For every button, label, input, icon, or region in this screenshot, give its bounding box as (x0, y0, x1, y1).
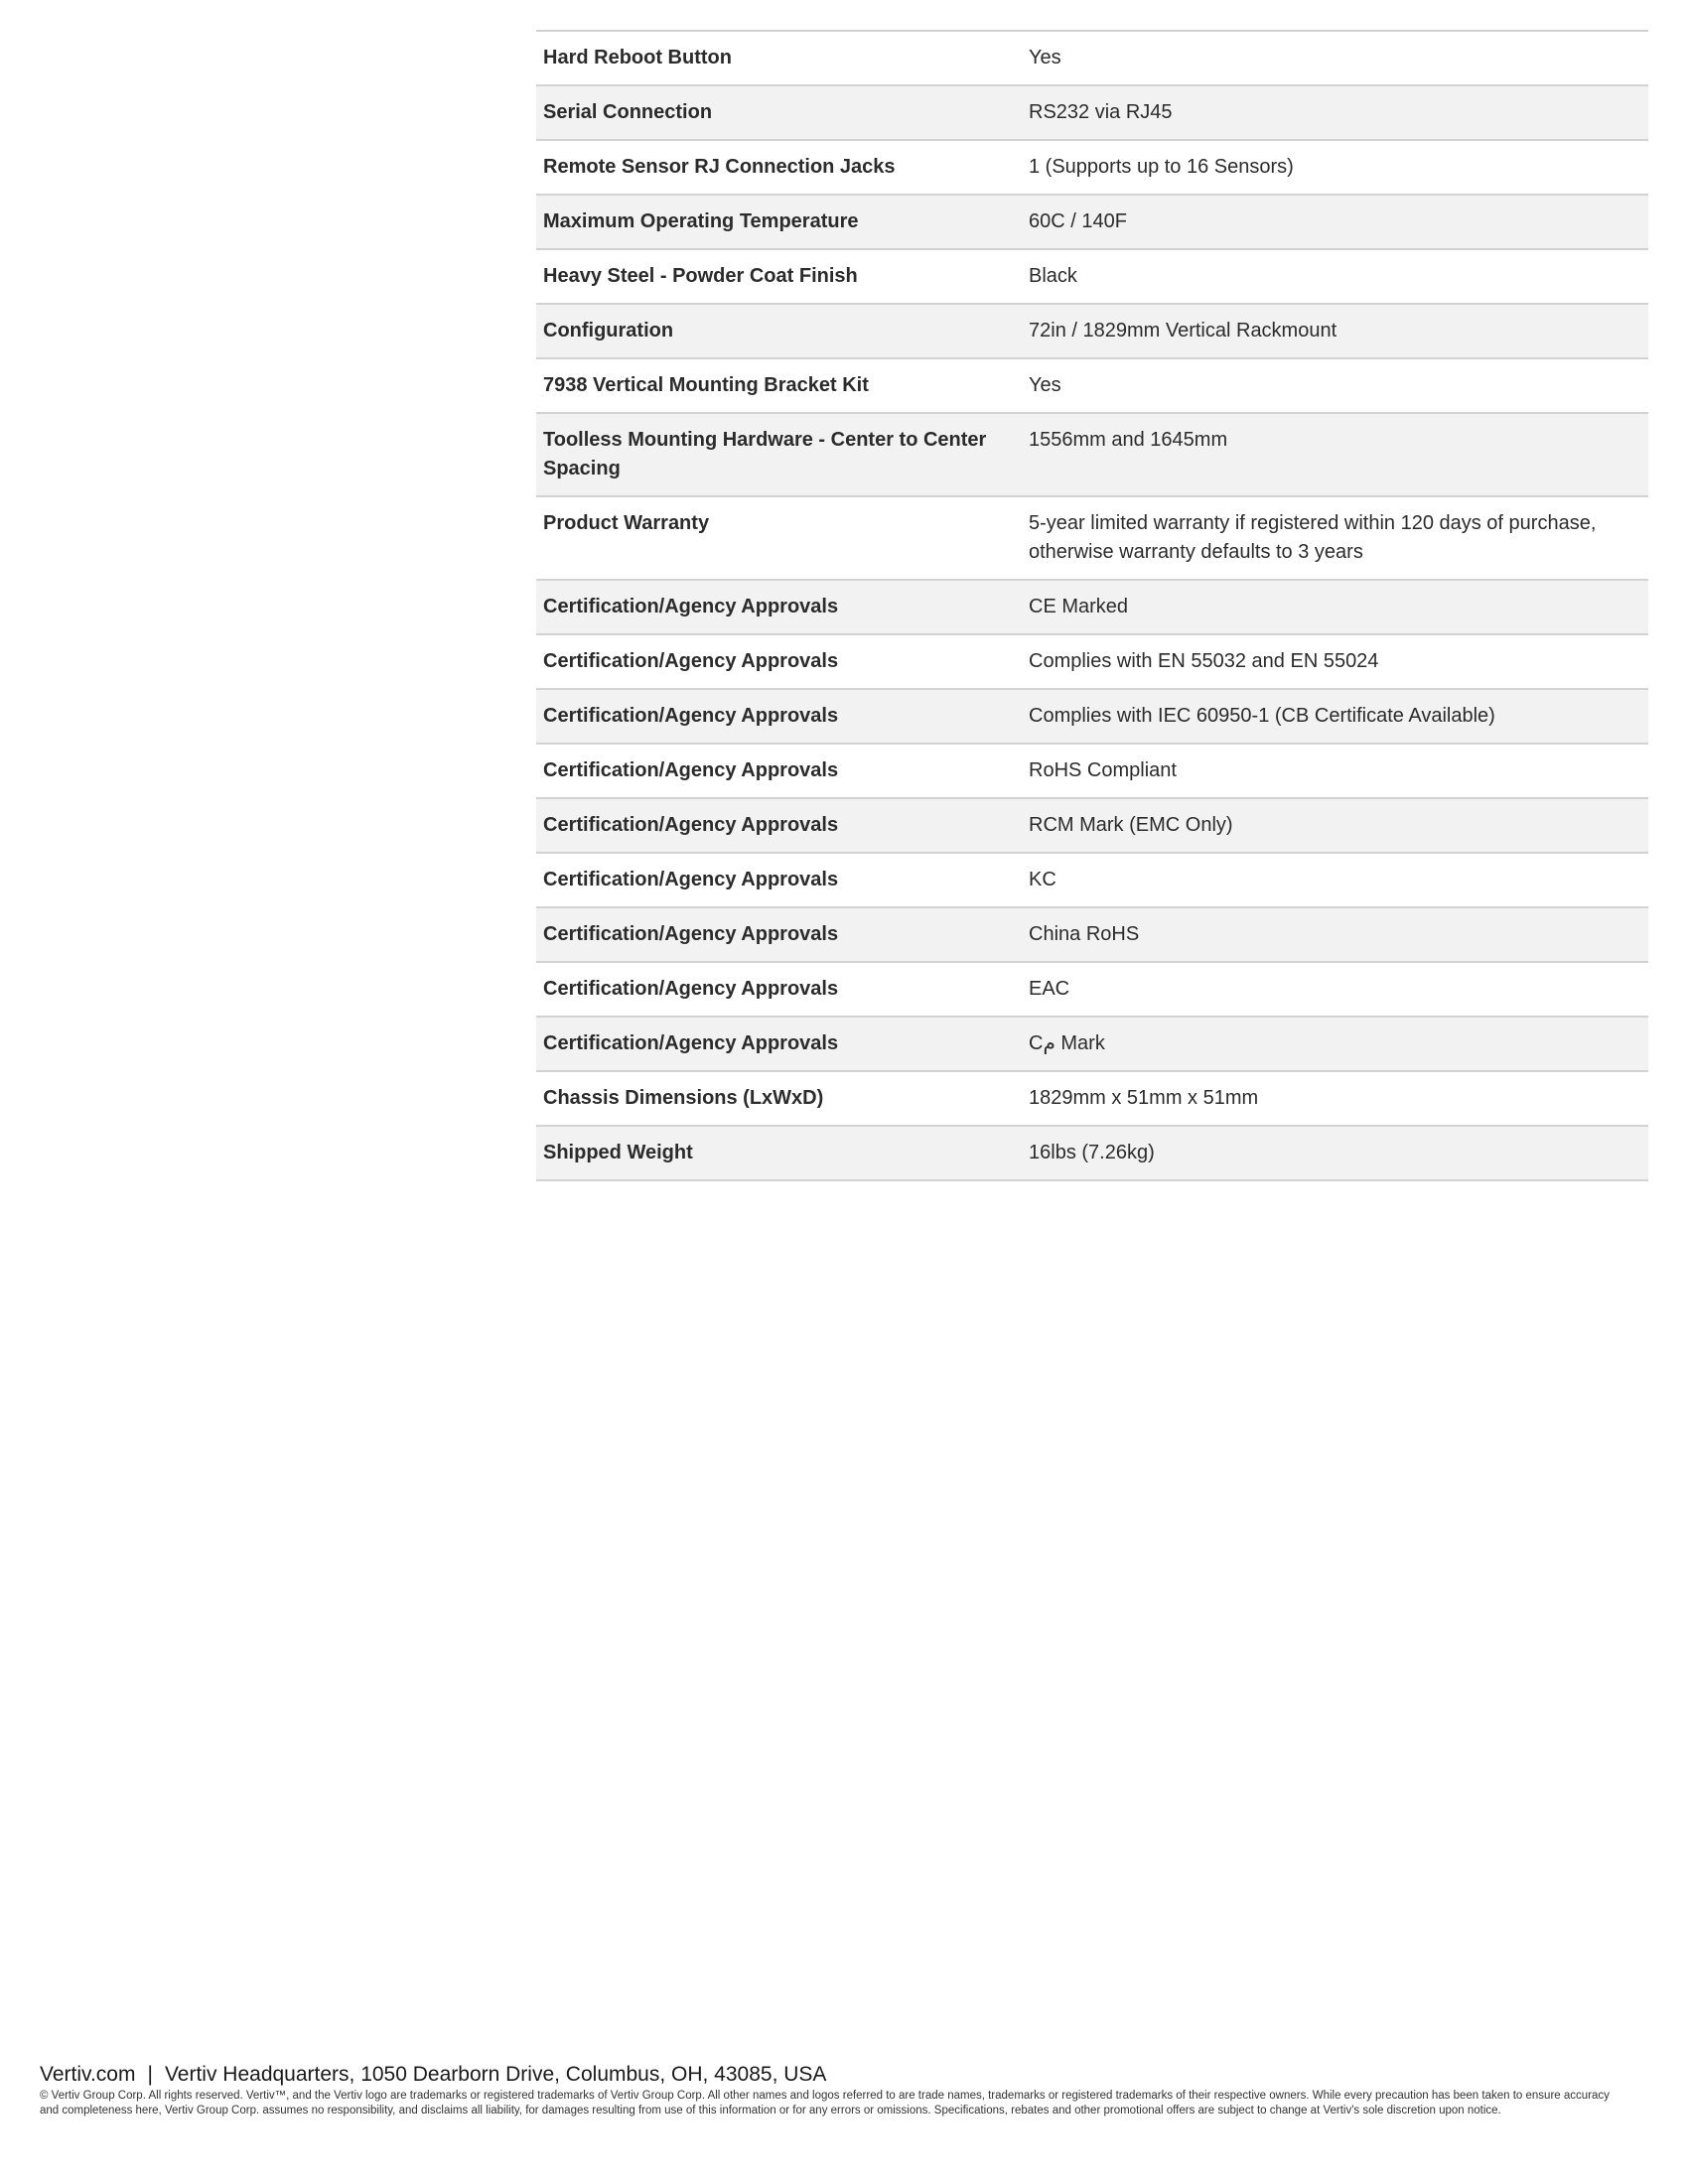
spec-label: Heavy Steel - Powder Coat Finish (543, 265, 858, 287)
spec-value: 1 (Supports up to 16 Sensors) (1029, 156, 1294, 178)
spec-value: 72in / 1829mm Vertical Rackmount (1029, 320, 1337, 341)
spec-row-certification (536, 690, 1648, 745)
spec-value: CE Marked (1029, 596, 1129, 617)
spec-label: Shipped Weight (543, 1142, 693, 1163)
spec-row-hard-reboot-button (536, 32, 1648, 86)
footer-site-link[interactable]: Vertiv.com (40, 2063, 136, 2086)
spec-row-toolless-mounting (536, 414, 1648, 497)
spec-label: Certification/Agency Approvals (543, 1032, 839, 1054)
footer-headquarters: Vertiv Headquarters, 1050 Dearborn Drive, Columbus, OH, 43085, USA (164, 2063, 827, 2086)
spec-label: Product Warranty (543, 512, 710, 534)
spec-row-certification (536, 799, 1648, 854)
spec-label: Certification/Agency Approvals (543, 814, 839, 836)
spec-value: RCM Mark (EMC Only) (1029, 814, 1233, 836)
spec-row-certification (536, 1018, 1648, 1072)
spec-label: Certification/Agency Approvals (543, 705, 839, 727)
spec-label: Certification/Agency Approvals (543, 650, 839, 672)
spec-row-certification (536, 908, 1648, 963)
spec-label: Chassis Dimensions (LxWxD) (543, 1087, 824, 1109)
spec-row-certification (536, 581, 1648, 635)
spec-label: Hard Reboot Button (543, 47, 732, 68)
specifications-table (536, 30, 1648, 1181)
spec-row-certification (536, 854, 1648, 908)
footer-contact-line (40, 2063, 1628, 2087)
spec-row-certification (536, 963, 1648, 1018)
spec-row-chassis-dimensions (536, 1072, 1648, 1127)
spec-label: Certification/Agency Approvals (543, 759, 839, 781)
spec-row-serial-connection (536, 86, 1648, 141)
spec-value: 60C / 140F (1029, 210, 1127, 232)
spec-value: Black (1029, 265, 1077, 287)
spec-value: 5-year limited warranty if registered within 120 days of purchase, otherwise warranty defaults to 3 years (1029, 512, 1597, 563)
spec-label: Certification/Agency Approvals (543, 923, 839, 945)
spec-label: Certification/Agency Approvals (543, 978, 839, 1000)
spec-label: Toolless Mounting Hardware - Center to Center Spacing (543, 429, 987, 479)
spec-value: Cم Mark (1029, 1032, 1105, 1054)
spec-value: 1556mm and 1645mm (1029, 429, 1228, 451)
spec-row-finish (536, 250, 1648, 305)
spec-value: RS232 via RJ45 (1029, 101, 1173, 123)
spec-label: Configuration (543, 320, 674, 341)
spec-value: Yes (1029, 374, 1061, 396)
spec-label: 7938 Vertical Mounting Bracket Kit (543, 374, 869, 396)
spec-row-product-warranty (536, 497, 1648, 581)
spec-row-configuration (536, 305, 1648, 359)
spec-value: RoHS Compliant (1029, 759, 1177, 781)
spec-label: Maximum Operating Temperature (543, 210, 859, 232)
spec-value: Complies with IEC 60950-1 (CB Certificate Available) (1029, 705, 1495, 727)
spec-row-mounting-bracket-kit (536, 359, 1648, 414)
spec-row-shipped-weight (536, 1127, 1648, 1181)
spec-value: Complies with EN 55032 and EN 55024 (1029, 650, 1379, 672)
spec-value: Yes (1029, 47, 1061, 68)
spec-value: EAC (1029, 978, 1070, 1000)
spec-label: Certification/Agency Approvals (543, 596, 839, 617)
spec-row-certification (536, 745, 1648, 799)
spec-row-certification (536, 635, 1648, 690)
footer-separator: | (147, 2063, 153, 2086)
spec-value: KC (1029, 869, 1056, 890)
spec-row-remote-sensor-jacks (536, 141, 1648, 196)
spec-value: China RoHS (1029, 923, 1140, 945)
spec-row-max-operating-temperature (536, 196, 1648, 250)
spec-label: Certification/Agency Approvals (543, 869, 839, 890)
page-footer (40, 2063, 1628, 2117)
spec-label: Remote Sensor RJ Connection Jacks (543, 156, 896, 178)
spec-value: 1829mm x 51mm x 51mm (1029, 1087, 1259, 1109)
spec-label: Serial Connection (543, 101, 713, 123)
footer-legal-text: © Vertiv Group Corp. All rights reserved. Vertiv™, and the Vertiv logo are trademarks or registered trademarks of Vertiv Group Corp. All other names and logos referred to are trade names, trademarks or registered trademarks of their respective owners. While every precaution has been taken to ensure accuracy and completeness here, Vertiv Group Corp. assumes no responsibility, and disclaims all liability, for damages resulting from use of this information or for any errors or omissions. Specifications, rebates and other promotional offers are subject to change at Vertiv's sole discretion upon notice. (40, 2090, 1610, 2116)
spec-value: 16lbs (7.26kg) (1029, 1142, 1155, 1163)
